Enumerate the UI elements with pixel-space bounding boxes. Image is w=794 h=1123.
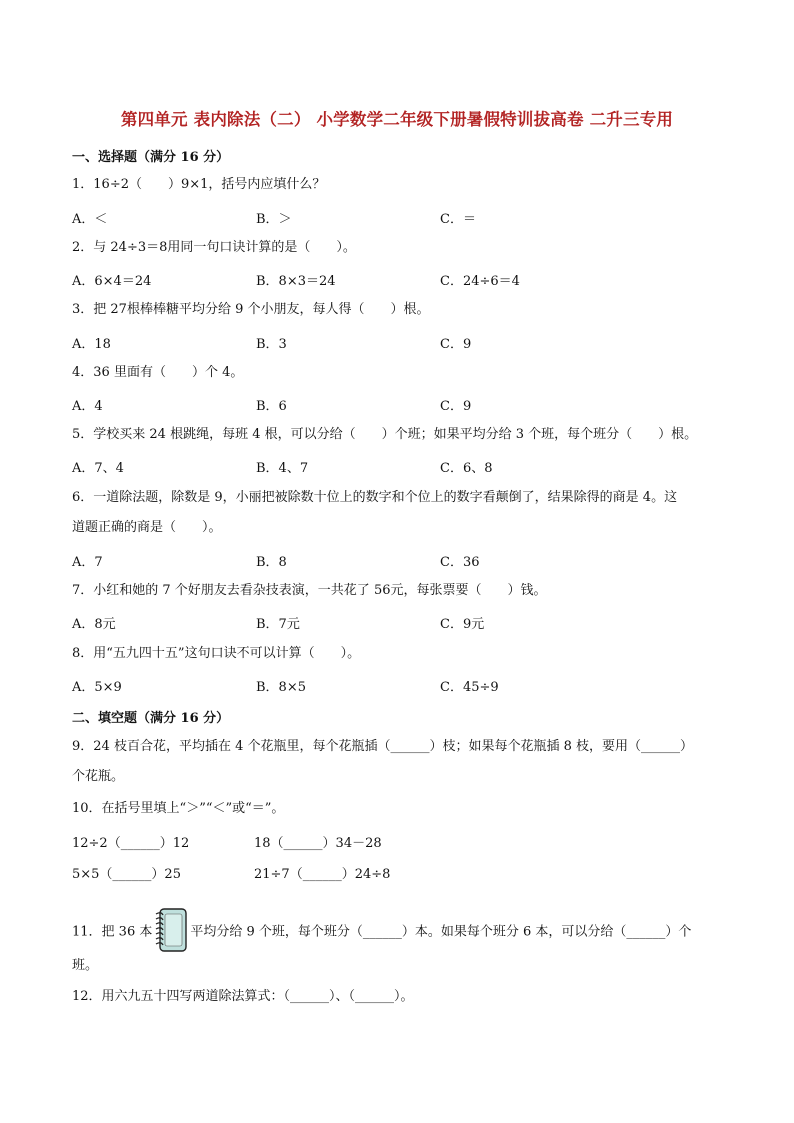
q6-option-c: C．36: [440, 555, 480, 570]
question-11: [72, 909, 691, 955]
q10-item-1: 12÷2（______）12: [72, 836, 190, 851]
q10-item-2: 18（______）34－28: [254, 836, 382, 851]
section-heading-choice: 一、选择题（满分 16 分）: [72, 150, 230, 165]
q4-option-a: A．4: [72, 399, 103, 414]
question-11-continued: 班。: [72, 958, 99, 973]
q1-option-a: A．＜: [72, 212, 108, 227]
question-5: 5．学校买来 24 根跳绳，每班 4 根，可以分给（ ）个班；如果平均分给 3 个班，每个班分（ ）根。: [72, 427, 698, 442]
q5-option-a: A．7、4: [72, 461, 124, 476]
notebook-icon: [154, 907, 188, 953]
q8-option-c: C．45÷9: [440, 680, 499, 695]
question-4: 4．36 里面有（ ）个 4。: [72, 365, 244, 380]
q4-option-c: C．9: [440, 399, 472, 414]
question-3: 3．把 27根棒棒糖平均分给 9 个小朋友，每人得（ ）根。: [72, 302, 430, 317]
q2-option-b: B．8×3＝24: [256, 274, 336, 289]
question-6: 6．一道除法题，除数是 9，小丽把被除数十位上的数字和个位上的数字看颠倒了，结果除得的商是 4。这: [72, 490, 678, 505]
q6-option-a: A．7: [72, 555, 103, 570]
q7-option-c: C．9元: [440, 617, 485, 632]
q1-option-c: C．＝: [440, 212, 476, 227]
q10-item-4: 21÷7（______）24÷8: [254, 867, 391, 882]
q11-text-before: 11．把 36 本: [72, 924, 153, 940]
q2-option-c: C．24÷6＝4: [440, 274, 520, 289]
q7-option-b: B．7元: [256, 617, 300, 632]
q3-option-a: A．18: [72, 337, 111, 352]
q6-option-b: B．8: [256, 555, 287, 570]
q3-option-b: B．3: [256, 337, 287, 352]
q11-text-after: 平均分给 9 个班，每个班分（______）本。如果每个班分 6 本，可以分给（______）个: [190, 924, 692, 940]
q7-option-a: A．8元: [72, 617, 116, 632]
q5-option-c: C．6、8: [440, 461, 493, 476]
page-title: 第四单元 表内除法（二） 小学数学二年级下册暑假特训拔高卷 二升三专用: [120, 110, 674, 129]
question-6-continued: 道题正确的商是（ ）。: [72, 520, 222, 535]
question-12: 12．用六九五十四写两道除法算式：（______）、（______）。: [72, 989, 414, 1004]
q10-item-3: 5×5（______）25: [72, 867, 181, 882]
question-1: 1．16÷2（ ）9×1，括号内应填什么？: [72, 177, 326, 192]
q5-option-b: B．4、7: [256, 461, 309, 476]
question-9: 9．24 枝百合花，平均插在 4 个花瓶里，每个花瓶插（______）枝；如果每个花瓶插 8 枝，要用（______）: [72, 739, 694, 754]
question-8: 8．用“五九四十五”这句口诀不可以计算（ ）。: [72, 646, 361, 661]
q8-option-b: B．8×5: [256, 680, 306, 695]
q8-option-a: A．5×9: [72, 680, 122, 695]
q3-option-c: C．9: [440, 337, 472, 352]
question-7: 7．小红和她的 7 个好朋友去看杂技表演，一共花了 56元，每张票要（ ）钱。: [72, 583, 547, 598]
q1-option-b: B．＞: [256, 212, 292, 227]
q2-option-a: A．6×4＝24: [72, 274, 152, 289]
question-9-continued: 个花瓶。: [72, 769, 125, 784]
question-2: 2．与 24÷3＝8用同一句口诀计算的是（ ）。: [72, 240, 356, 255]
question-10: 10．在括号里填上“＞”“＜”或“＝”。: [72, 801, 285, 816]
q4-option-b: B．6: [256, 399, 287, 414]
section-heading-fill: 二、填空题（满分 16 分）: [72, 711, 230, 726]
